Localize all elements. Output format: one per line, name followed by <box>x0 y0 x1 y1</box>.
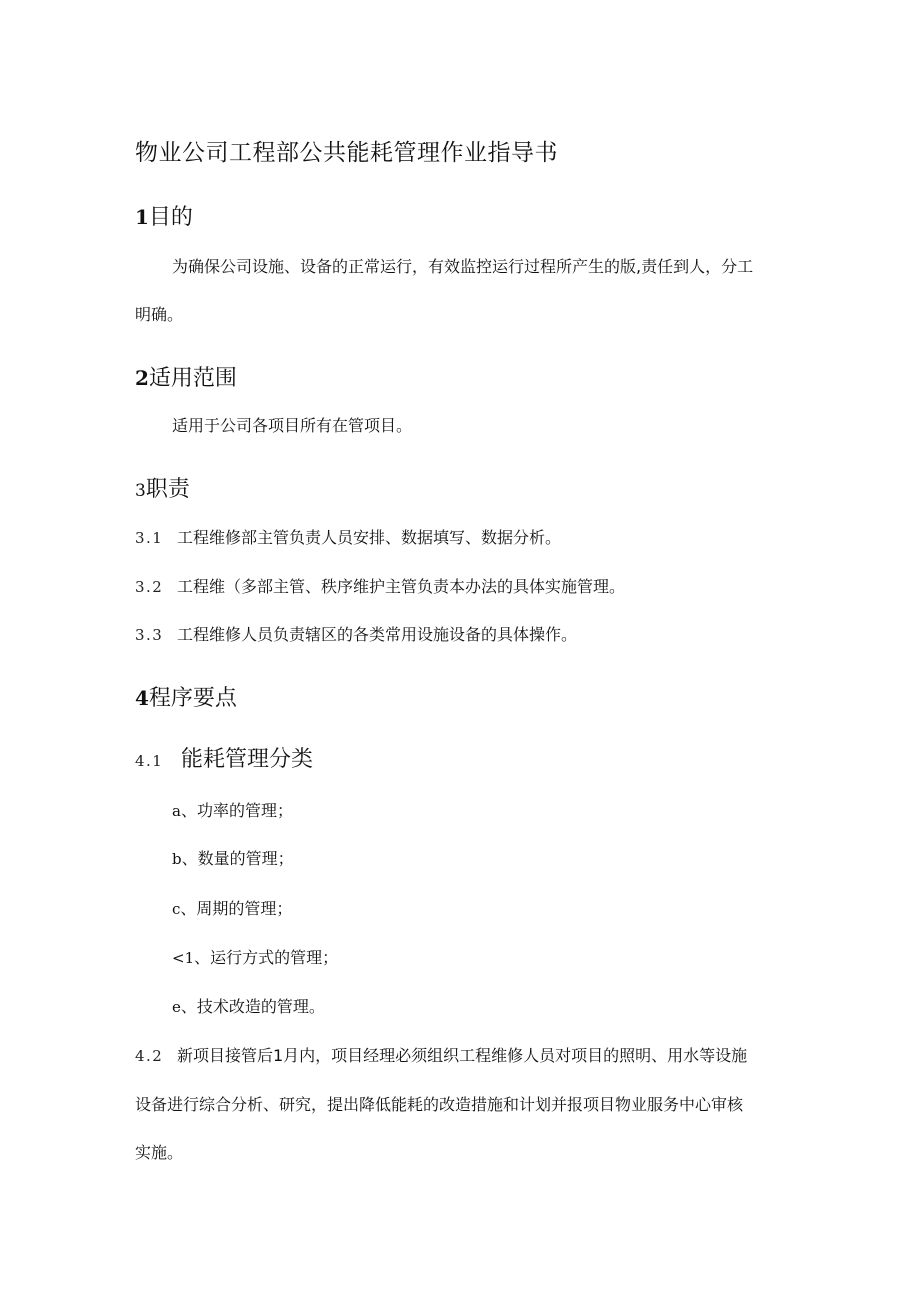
item-text: 工程维修部主管负责人员安排、数据填写、数据分析。 <box>177 528 562 547</box>
category-item <box>172 896 292 919</box>
item-marker: b <box>172 850 182 868</box>
item-number: 3.2 <box>135 578 164 596</box>
category-item <box>172 798 293 821</box>
section-heading-scope <box>135 361 237 392</box>
subsection-4-2-line-3: 实施。 <box>135 1143 184 1162</box>
section-title: 目的 <box>148 205 193 230</box>
category-item <box>172 846 294 869</box>
item-text: 、功率的管理； <box>180 801 293 820</box>
scope-paragraph: 适用于公司各项目所有在管项目。 <box>172 416 413 435</box>
section-title: 程序要点 <box>148 686 237 711</box>
section-number: 3 <box>135 481 146 501</box>
item-text: 、技术改造的管理。 <box>180 997 325 1016</box>
duty-item-3-2 <box>135 574 625 597</box>
item-marker: <1 <box>172 949 195 967</box>
item-text: 、周期的管理； <box>180 899 293 918</box>
subsection-heading-4-1 <box>135 742 313 773</box>
category-item <box>172 945 338 968</box>
item-marker: e <box>172 998 181 1016</box>
subsection-number: 4.1 <box>135 752 164 770</box>
section-title: 适用范围 <box>148 366 237 391</box>
item-text: 工程维（多部主管、秩序维护主管负责本办法的具体实施管理。 <box>177 577 626 596</box>
category-item <box>172 994 325 1017</box>
purpose-paragraph-line-1: 为确保公司设施、设备的正常运行，有效监控运行过程所产生的版,责任到人，分工 <box>172 257 754 276</box>
item-marker: c <box>172 900 181 918</box>
purpose-paragraph-line-2: 明确。 <box>135 305 184 324</box>
subsection-4-2-line-1 <box>135 1043 747 1066</box>
section-number: 4 <box>135 686 149 710</box>
section-heading-duties <box>135 472 190 503</box>
section-number: 2 <box>135 366 149 390</box>
item-text: 工程维修人员负责辖区的各类常用设施设备的具体操作。 <box>177 625 578 644</box>
duty-item-3-1 <box>135 525 561 548</box>
subsection-4-2-line-2: 设备进行综合分析、研究，提出降低能耗的改造措施和计划并报项目物业服务中心审核 <box>135 1095 744 1114</box>
paragraph-text: 新项目接管后1月内，项目经理必须组织工程维修人员对项目的照明、用水等设施 <box>177 1046 748 1065</box>
duty-item-3-3 <box>135 622 577 645</box>
item-number: 3.3 <box>135 626 164 644</box>
subsection-number: 4.2 <box>135 1047 164 1065</box>
section-number: 1 <box>135 205 149 229</box>
section-heading-purpose <box>135 200 193 231</box>
document-title: 物业公司工程部公共能耗管理作业指导书 <box>135 140 558 166</box>
item-text: 、数量的管理； <box>181 849 294 868</box>
item-marker: a <box>172 802 181 820</box>
item-number: 3.1 <box>135 529 164 547</box>
item-text: 、运行方式的管理； <box>194 948 339 967</box>
section-title: 职责 <box>145 477 190 502</box>
section-heading-procedure <box>135 681 237 712</box>
subsection-title: 能耗管理分类 <box>181 747 314 772</box>
